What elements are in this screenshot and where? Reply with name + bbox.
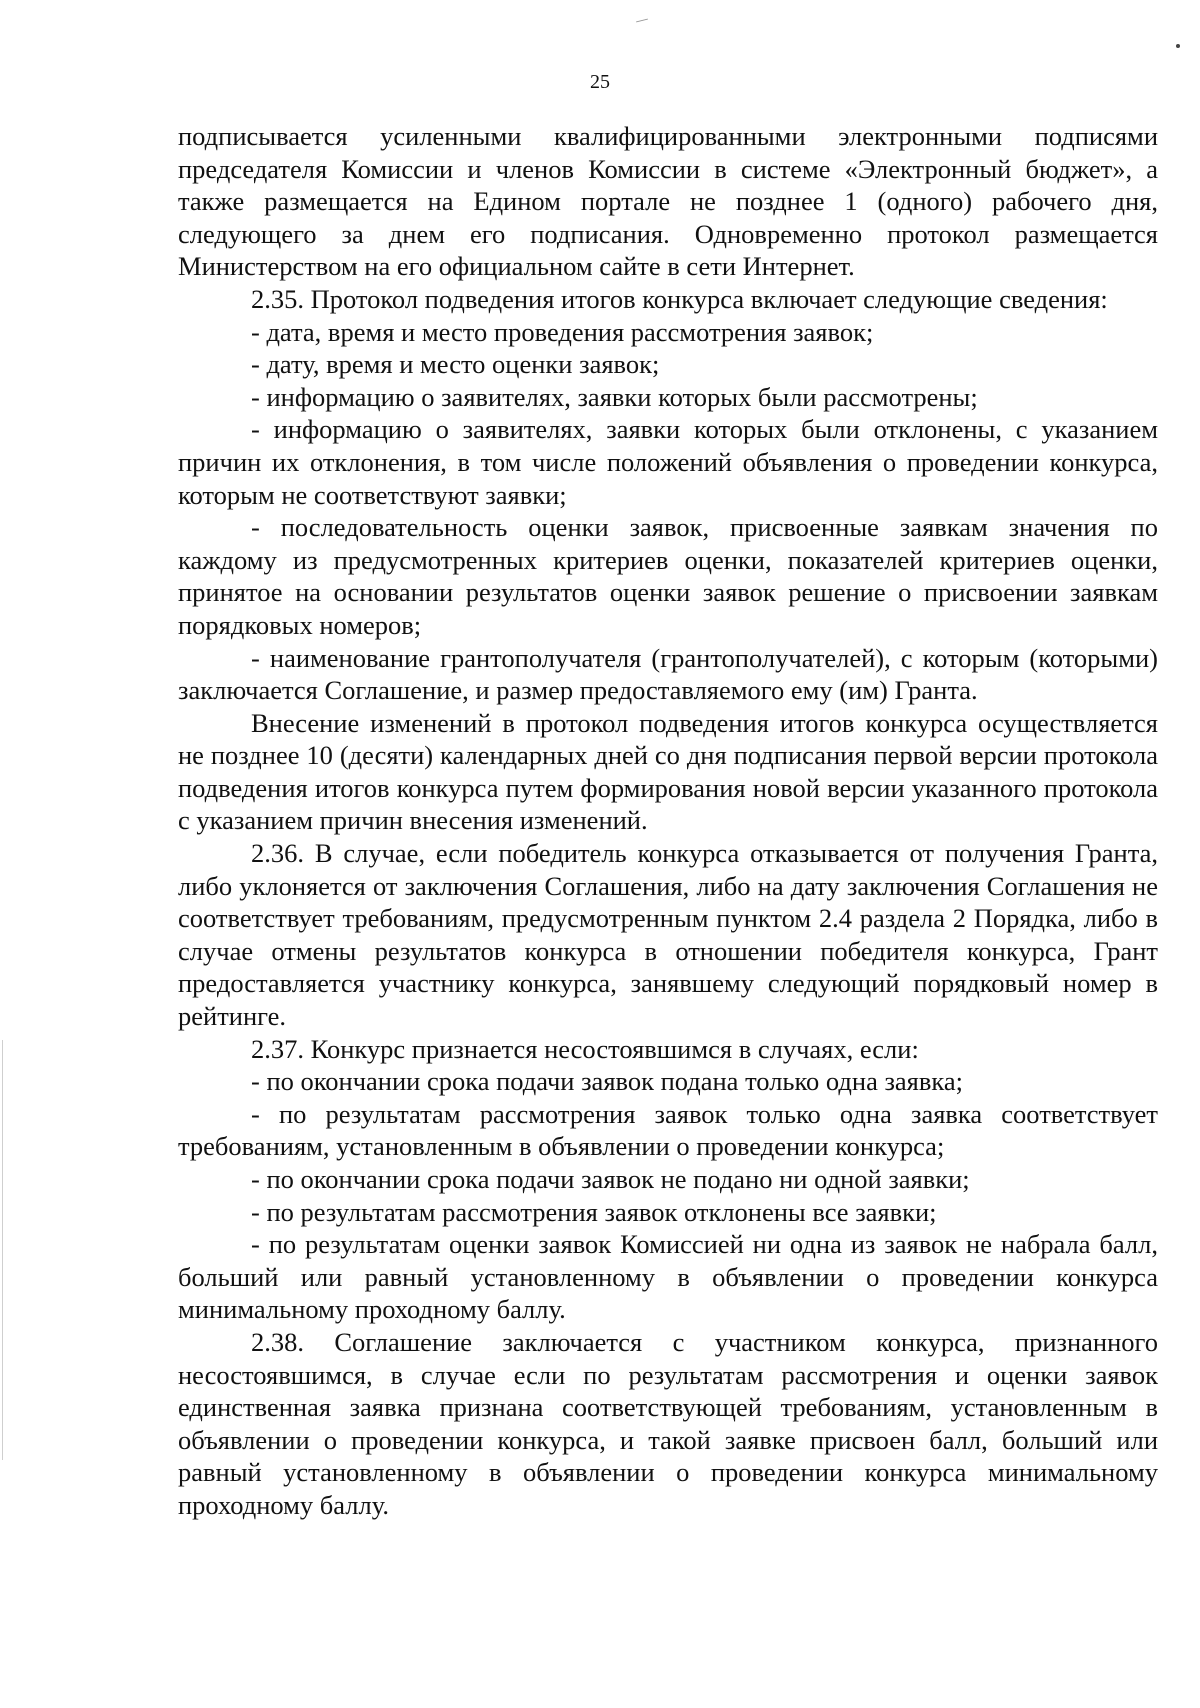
list-item: - по окончании срока подачи заявок не подано ни одной заявки;	[251, 1164, 970, 1194]
list-item: - по результатам рассмотрения заявок только одна заявка соответствует требованиям, установленным в объявлении о проведении конкурса;	[178, 1098, 1158, 1162]
list-item: - дата, время и место проведения рассмотрения заявок;	[251, 316, 874, 347]
scan-artifact-line	[636, 19, 648, 23]
paragraph: подписывается усиленными квалифицированными электронными подписями председателя Комиссии и членов Комиссии в системе «Электронный бюджет», а также размещается на Едином портале не позднее 1 (одного) рабочего дня, следующего за днем его подписания. Одновременно протокол размещается Министерством на его официальном сайте в сети Интернет.	[178, 121, 1158, 282]
paragraph: 2.38. Соглашение заключается с участником конкурса, признанного несостоявшимся, в случае если по результатам рассмотрения и оценки заявок единственная заявка признана соответствующей требованиям, установленным в объявлении о проведении конкурса, и такой заявке присвоен балл, больший или равный установленному в объявлении о проведении конкурса минимальному проходному баллу.	[178, 1326, 1158, 1520]
list-item: - дату, время и место оценки заявок;	[251, 349, 660, 380]
paragraph: Внесение изменений в протокол подведения итогов конкурса осуществляется не позднее 10 (десяти) календарных дней со дня подписания первой версии протокола подведения итогов конкурса путем формирования новой версии указанного протокола с указанием причин внесения изменений.	[178, 707, 1158, 836]
paragraph: 2.35. Протокол подведения итогов конкурса включает следующие сведения:	[251, 283, 1108, 314]
document-body	[178, 120, 1158, 1522]
paragraph: 2.37. Конкурс признается несостоявшимся в случаях, если:	[251, 1033, 919, 1064]
list-item: - по окончании срока подачи заявок подана только одна заявка;	[251, 1066, 963, 1097]
list-item: - наименование грантополучателя (грантополучателей), с которым (которыми) заключается Соглашение, и размер предоставляемого ему (им) Гранта.	[178, 642, 1158, 706]
list-item: - информацию о заявителях, заявки которых были отклонены, с указанием причин их отклонения, в том числе положений объявления о проведении конкурса, которым не соответствуют заявки;	[178, 414, 1158, 510]
scan-artifact-line	[2, 1040, 3, 1460]
list-item: - последовательность оценки заявок, присвоенные заявкам значения по каждому из предусмотренных критериев оценки, показателей критериев оценки, принятое на основании результатов оценки заявок решение о присвоении заявкам порядковых номеров;	[178, 512, 1158, 640]
scan-speck	[1176, 44, 1180, 48]
list-item: - по результатам оценки заявок Комиссией ни одна из заявок не набрала балл, больший или равный установленному в объявлении о проведении конкурса минимальному проходному баллу.	[178, 1229, 1158, 1325]
page-number: 25	[590, 71, 610, 93]
paragraph: 2.36. В случае, если победитель конкурса отказывается от получения Гранта, либо уклоняется от заключения Соглашения, либо на дату заключения Соглашения не соответствует требованиям, предусмотренным пунктом 2.4 раздела 2 Порядка, либо в случае отмены результатов конкурса в отношении победителя конкурса, Грант предоставляется участнику конкурса, занявшему следующий порядковый номер в рейтинге.	[178, 838, 1158, 1032]
list-item: - по результатам рассмотрения заявок отклонены все заявки;	[251, 1196, 937, 1227]
list-item: - информацию о заявителях, заявки которых были рассмотрены;	[251, 381, 978, 412]
